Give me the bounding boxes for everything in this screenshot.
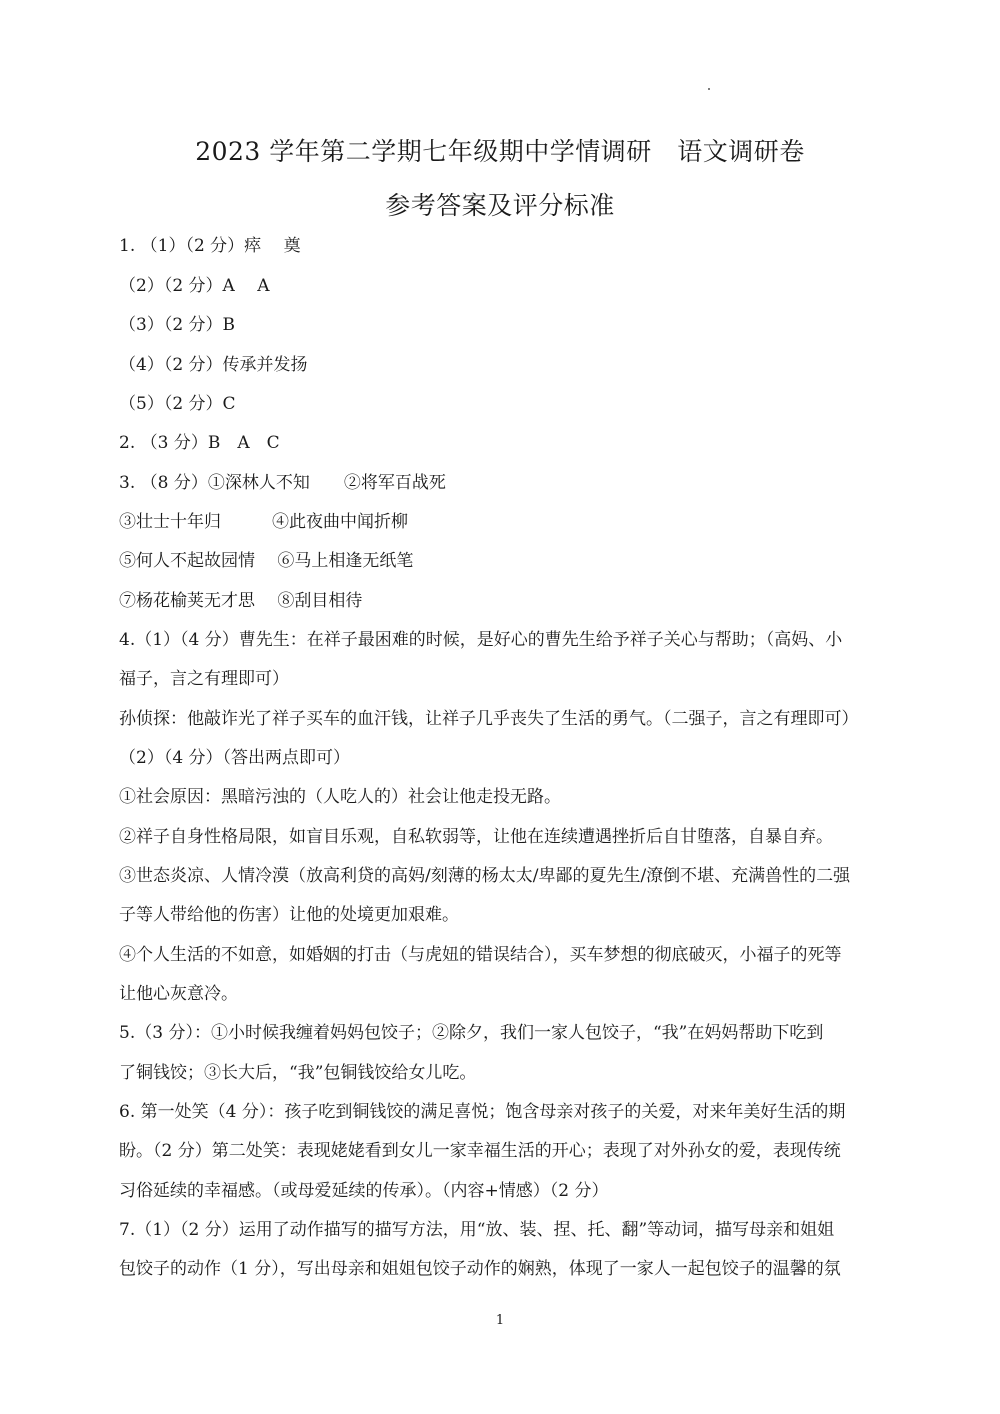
answer-line: （4）（2 分）传承并发扬 (119, 355, 308, 375)
answer-line: ⑦杨花榆荚无才思 ⑧刮目相待 (119, 591, 363, 611)
answer-line: （5）（2 分）C (119, 394, 236, 414)
answer-line: 6. 第一处笑（4 分）：孩子吃到铜钱饺的满足喜悦；饱含母亲对孩子的关爱，对来年美好生活的期 (119, 1102, 846, 1122)
answer-line: ⑤何人不起故园情 ⑥马上相逢无纸笔 (119, 551, 414, 571)
answer-line: ③世态炎凉、人情冷漠（放高利贷的高妈/刻薄的杨太太/卑鄙的夏先生/潦倒不堪、充满兽性的二强 (119, 866, 851, 886)
answer-line: 7.（1）（2 分）运用了动作描写的描写方法，用“放、装、捏、托、翻”等动词，描写母亲和姐姐 (119, 1220, 835, 1240)
answer-line: （2）（2 分）A A (119, 276, 270, 296)
answer-line: ③壮士十年归 ④此夜曲中闻折柳 (119, 512, 408, 532)
answer-line: 1. （1）（2 分）瘁 奠 (119, 236, 301, 256)
answer-line: （3）（2 分）B (119, 315, 236, 335)
answer-line: 习俗延续的幸福感。（或母爱延续的传承）。（内容+情感）（2 分） (119, 1181, 609, 1201)
answer-line: ①社会原因：黑暗污浊的（人吃人的）社会让他走投无路。 (119, 787, 561, 807)
answer-line: ④个人生活的不如意，如婚姻的打击（与虎妞的错误结合），买车梦想的彻底破灭，小福子的死等 (119, 945, 842, 965)
scan-speck (708, 88, 710, 90)
answer-line: 福子，言之有理即可） (119, 669, 289, 689)
answer-line: ②祥子自身性格局限，如盲目乐观，自私软弱等，让他在连续遭遇挫折后自甘堕落，自暴自弃。 (119, 827, 833, 847)
page-title: 2023 学年第二学期七年级期中学情调研 语文调研卷 (195, 137, 805, 166)
answer-line: 包饺子的动作（1 分），写出母亲和姐姐包饺子动作的娴熟，体现了一家人一起包饺子的温馨的氛 (119, 1259, 841, 1279)
page-number: 1 (495, 1313, 505, 1328)
answer-line: 5.（3 分）：①小时候我缠着妈妈包饺子；②除夕，我们一家人包饺子，“我”在妈妈帮助下吃到 (119, 1023, 824, 1043)
answer-line: 了铜钱饺；③长大后，“我”包铜钱饺给女儿吃。 (119, 1063, 477, 1083)
answer-line: 子等人带给他的伤害）让他的处境更加艰难。 (119, 905, 459, 925)
answer-line: 2. （3 分）B A C (119, 433, 280, 453)
answer-line: 盼。（2 分）第二处笑：表现姥姥看到女儿一家幸福生活的开心；表现了对外孙女的爱，表现传统 (119, 1141, 841, 1161)
answer-line: 4.（1）（4 分）曹先生：在祥子最困难的时候，是好心的曹先生给予祥子关心与帮助；（高妈、小 (119, 630, 843, 650)
answer-line: 孙侦探：他敲诈光了祥子买车的血汗钱，让祥子几乎丧失了生活的勇气。（二强子，言之有理即可） (119, 709, 859, 729)
answer-line: 让他心灰意冷。 (119, 984, 238, 1004)
answer-line: 3. （8 分）①深林人不知 ②将军百战死 (119, 473, 446, 493)
answer-line: （2）（4 分）（答出两点即可） (119, 748, 351, 768)
page-subtitle: 参考答案及评分标准 (385, 191, 615, 220)
